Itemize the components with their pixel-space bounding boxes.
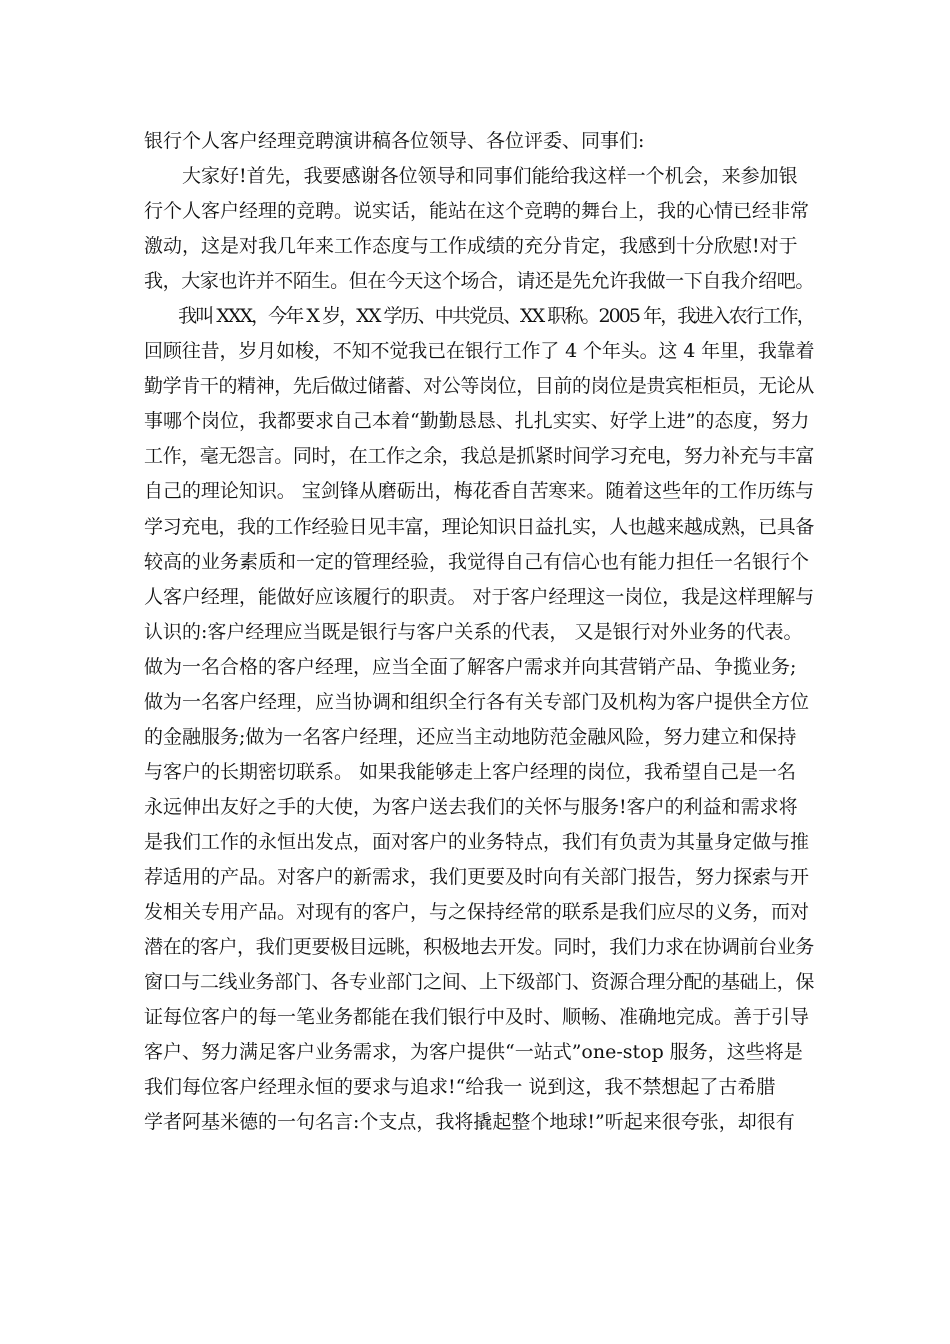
text-line: 做为一名合格的客户经理，应当全面了解客户需求并向其营销产品、争揽业务; (144, 655, 797, 678)
text-line: 发相关专用产品。对现有的客户，与之保持经常的联系是我们应尽的义务，而对 (144, 901, 810, 924)
text-line: 我，大家也许并不陌生。但在今天这个场合，请还是先允许我做一下自我介绍吧。 (144, 270, 814, 293)
text-line: 回顾往昔，岁月如梭，不知不觉我已在银行工作了 4 个年头。这 4 年里，我靠着 (144, 340, 814, 363)
text-line: 的金融服务;做为一名客户经理，还应当主动地防范金融风险，努力建立和保持 (144, 725, 797, 748)
text-line: 证每位客户的每一笔业务都能在我们银行中及时、顺畅、准确地完成。善于引导 (144, 1006, 810, 1029)
text-line: 客户、努力满足客户业务需求，为客户提供“一站式”one-stop 服务，这些将是 (144, 1041, 803, 1064)
text-line: 我们每位客户经理永恒的要求与追求!“给我一 说到这，我不禁想起了古希腊 (144, 1076, 776, 1099)
text-line: 学习充电，我的工作经验日见丰富，理论知识日益扎实，人也越来越成熟，已具备 (144, 515, 814, 538)
text-line: 事哪个岗位，我都要求自己本着“勤勤恳恳、扎扎实实、好学上进”的态度，努力 (144, 410, 810, 433)
text-line: 认识的:客户经理应当既是银行与客户关系的代表， 又是银行对外业务的代表。 (144, 620, 803, 643)
text-line: 勤学肯干的精神，先后做过储蓄、对公等岗位，目前的岗位是贵宾柜柜员，无论从 (144, 375, 814, 398)
text-line: 窗口与二线业务部门、各专业部门之间、上下级部门、资源合理分配的基础上，保 (144, 971, 814, 994)
text-line: 是我们工作的永恒出发点，面对客户的业务特点，我们有负责为其量身定做与推 (144, 830, 810, 853)
text-line: 银行个人客户经理竞聘演讲稿各位领导、各位评委、同事们: (144, 130, 645, 152)
text-line: 大家好!首先，我要感谢各位领导和同事们能给我这样一个机会，来参加银 (144, 165, 798, 188)
text-line: 自己的理论知识。 宝剑锋从磨砺出，梅花香自苦寒来。随着这些年的工作历练与 (144, 480, 814, 503)
text-line: 做为一名客户经理，应当协调和组织全行各有关专部门及机构为客户提供全方位 (144, 690, 810, 713)
text-line: 人客户经理，能做好应该履行的职责。 对于客户经理这一岗位，我是这样理解与 (144, 585, 814, 608)
text-line: 荐适用的产品。对客户的新需求，我们更要及时向有关部门报告，努力探索与开 (144, 865, 810, 888)
text-line: 工作，毫无怨言。同时，在工作之余，我总是抓紧时间学习充电，努力补充与丰富 (144, 445, 814, 468)
text-line: 学者阿基米德的一句名言:个支点，我将撬起整个地球!”听起来很夸张，却很有 (144, 1111, 795, 1134)
text-line: 潜在的客户，我们更要极目远眺，积极地去开发。同时，我们力求在协调前台业务 (144, 936, 814, 959)
document-body (144, 124, 814, 1140)
text-line: 激动，这是对我几年来工作态度与工作成绩的充分肯定，我感到十分欣慰!对于 (144, 235, 798, 258)
text-line: 与客户的长期密切联系。 如果我能够走上客户经理的岗位，我希望自己是一名 (144, 760, 797, 783)
text-line: 我叫 XXX，今年 X 岁，XX 学历、中共党员、XX 职称。2005 年，我进入农行工作， (144, 305, 814, 328)
text-line: 行个人客户经理的竞聘。说实话，能站在这个竞聘的舞台上，我的心情已经非常 (144, 200, 810, 223)
text-line: 较高的业务素质和一定的管理经验，我觉得自己有信心也有能力担任一名银行个 (144, 550, 810, 573)
text-line: 永远伸出友好之手的大使，为客户送去我们的关怀与服务!客户的利益和需求将 (144, 795, 798, 818)
